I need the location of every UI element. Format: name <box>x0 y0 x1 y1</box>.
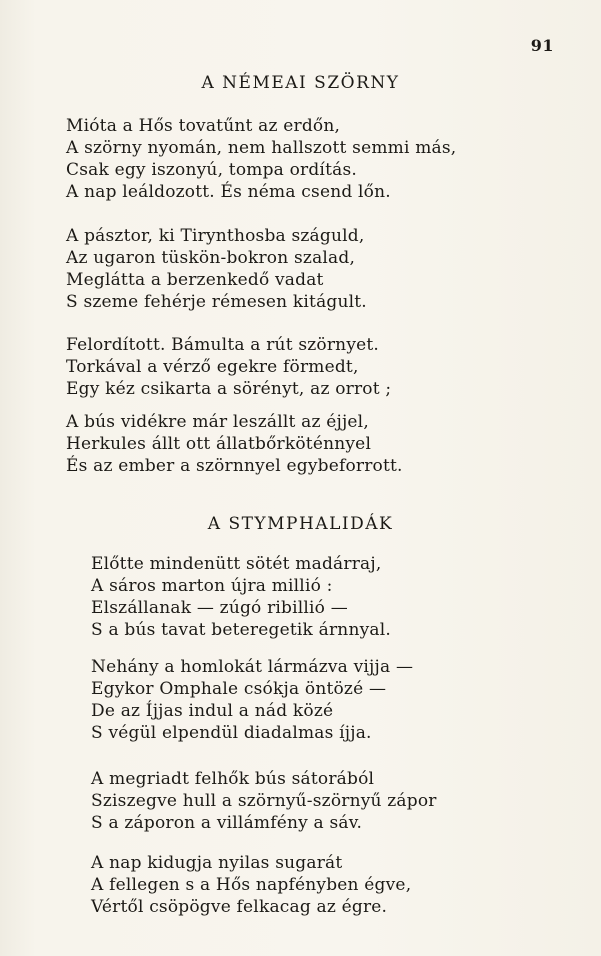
verse-line: Vértől csöpögve felkacag az égre. <box>91 897 388 917</box>
stanza <box>91 656 413 744</box>
stanza <box>91 852 411 918</box>
verse-line: Herkules állt ott állatbőrköténnyel <box>66 434 372 454</box>
verse-line: És az ember a szörnnyel egybeforrott. <box>66 456 403 476</box>
stanza <box>91 553 391 641</box>
verse-line: A nap kidugja nyilas sugarát <box>91 853 343 873</box>
verse-line: A nap leáldozott. És néma csend lőn. <box>66 182 391 202</box>
verse-line: S végül elpendül diadalmas íjja. <box>91 723 372 743</box>
verse-line: De az Íjjas indul a nád közé <box>91 701 334 721</box>
verse-line: Előtte mindenütt sötét madárraj, <box>91 554 382 574</box>
verse-line: A fellegen s a Hős napfényben égve, <box>91 875 412 895</box>
verse-line: A sáros marton újra millió : <box>91 576 333 596</box>
verse-line: Elszállanak — zúgó ribillió — <box>91 598 348 618</box>
verse-line: Felordított. Bámulta a rút szörnyet. <box>66 335 380 355</box>
page-number: 91 <box>530 36 554 55</box>
verse-line: Csak egy iszonyú, tompa ordítás. <box>66 160 357 180</box>
verse-line: Sziszegve hull a szörnyű-szörnyű zápor <box>91 791 437 811</box>
stanza <box>91 768 437 834</box>
verse-line: A szörny nyomán, nem hallszott semmi más, <box>66 138 457 158</box>
verse-line: S szeme fehérje rémesen kitágult. <box>66 292 367 312</box>
verse-line: S a bús tavat beteregetik árnnyal. <box>91 620 391 640</box>
verse-line: Nehány a homlokát lármázva vijja — <box>91 657 414 677</box>
verse-line: Egy kéz csikarta a sörényt, az orrot ; <box>66 379 392 399</box>
poem-title: A NÉMEAI SZÖRNY <box>201 73 400 93</box>
verse-line: Az ugaron tüskön-bokron szalad, <box>66 248 356 268</box>
stanza <box>66 225 367 313</box>
poem-title: A STYMPHALIDÁK <box>207 514 394 534</box>
verse-line: A pásztor, ki Tirynthosba száguld, <box>66 226 365 246</box>
verse-line: Meglátta a berzenkedő vadat <box>66 270 324 290</box>
verse-line: Egykor Omphale csókja öntözé — <box>91 679 387 699</box>
verse-line: Torkával a vérző egekre förmedt, <box>66 357 359 377</box>
stanza <box>66 115 456 203</box>
verse-line: A bús vidékre már leszállt az éjjel, <box>66 412 369 432</box>
verse-line: Mióta a Hős tovatűnt az erdőn, <box>66 116 341 136</box>
stanza <box>66 411 403 477</box>
verse-line: A megriadt felhők bús sátorából <box>91 769 375 789</box>
stanza <box>66 334 391 400</box>
verse-line: S a záporon a villámfény a sáv. <box>91 813 363 833</box>
